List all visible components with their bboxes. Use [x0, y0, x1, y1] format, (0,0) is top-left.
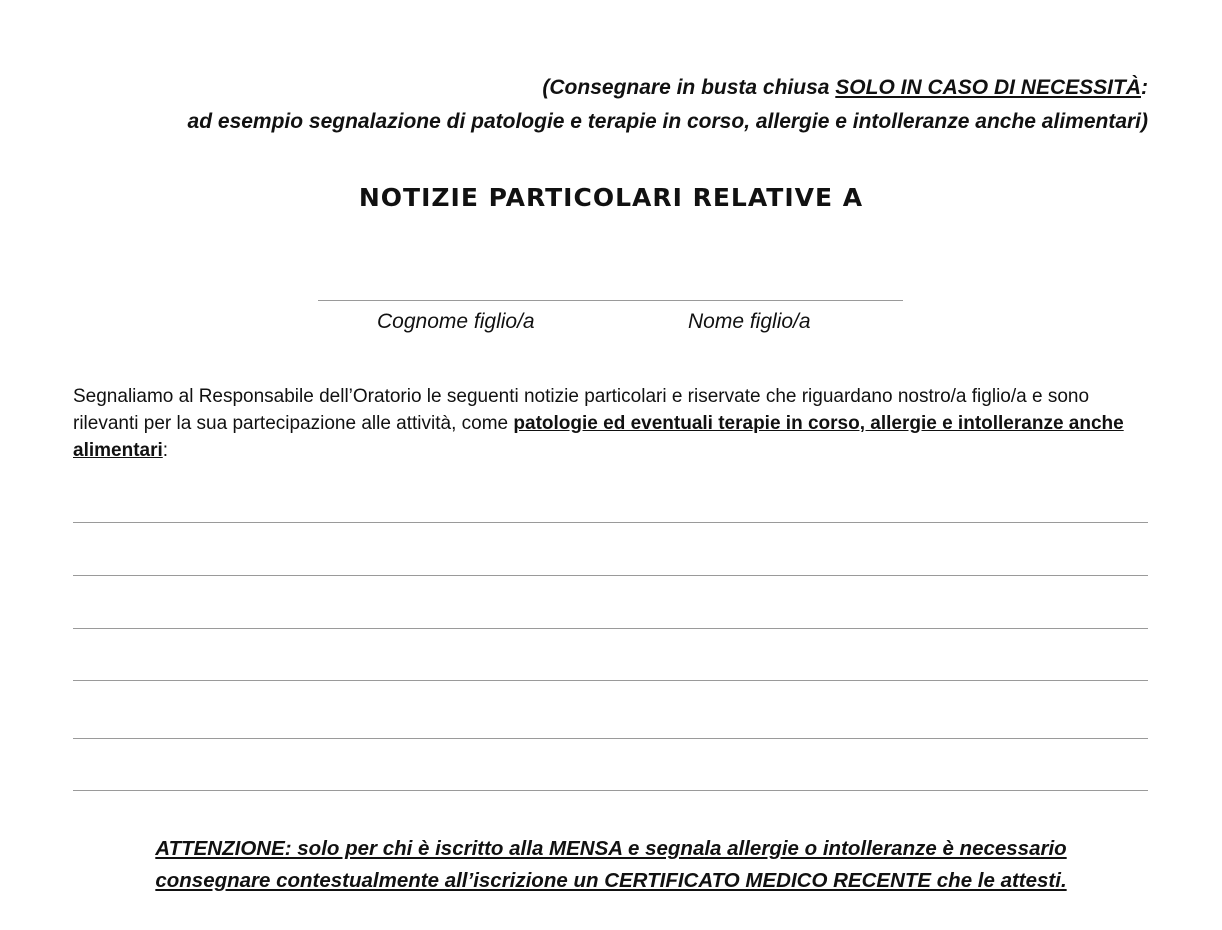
page-title: NOTIZIE PARTICOLARI RELATIVE A	[358, 183, 864, 212]
name-label: Nome figlio/a	[688, 310, 811, 333]
declaration-text: Segnaliamo al Responsabile dell’Oratorio le seguenti notizie particolari e riservate che riguardano nostro/a figlio/a e sono rilevanti per la sua partecipazione alle attività, come	[73, 386, 1090, 434]
delivery-note-line-1	[542, 71, 1148, 105]
notes-write-line[interactable]	[73, 575, 1148, 576]
declaration-suffix: :	[162, 440, 169, 461]
child-name-write-line[interactable]	[318, 300, 903, 301]
warning-line-2: consegnare contestualmente all’iscrizione un CERTIFICATO MEDICO RECENTE che le attesti.	[155, 869, 1067, 892]
delivery-note-line-2: ad esempio segnalazione di patologie e terapie in corso, allergie e intolleranze anche alimentari)	[187, 110, 1148, 133]
warning-notice	[0, 833, 1222, 897]
surname-label: Cognome figlio/a	[377, 310, 535, 333]
delivery-note-emphasis: SOLO IN CASO DI NECESSITÀ	[835, 76, 1141, 99]
delivery-note-prefix: (Consegnare in busta chiusa	[542, 76, 836, 99]
declaration-emphasis: patologie ed eventuali terapie in corso, allergie e intolleranze anche alimentari	[73, 413, 1124, 461]
warning-line-1: ATTENZIONE: solo per chi è iscritto alla MENSA e segnala allergie o intolleranze è necessario	[155, 837, 1067, 860]
notes-write-line[interactable]	[73, 628, 1148, 629]
notes-write-line[interactable]	[73, 522, 1148, 523]
delivery-note-suffix: :	[1141, 76, 1148, 99]
notes-write-line[interactable]	[73, 680, 1148, 681]
declaration-paragraph	[73, 383, 1148, 464]
notes-write-line[interactable]	[73, 790, 1148, 791]
notes-write-line[interactable]	[73, 738, 1148, 739]
